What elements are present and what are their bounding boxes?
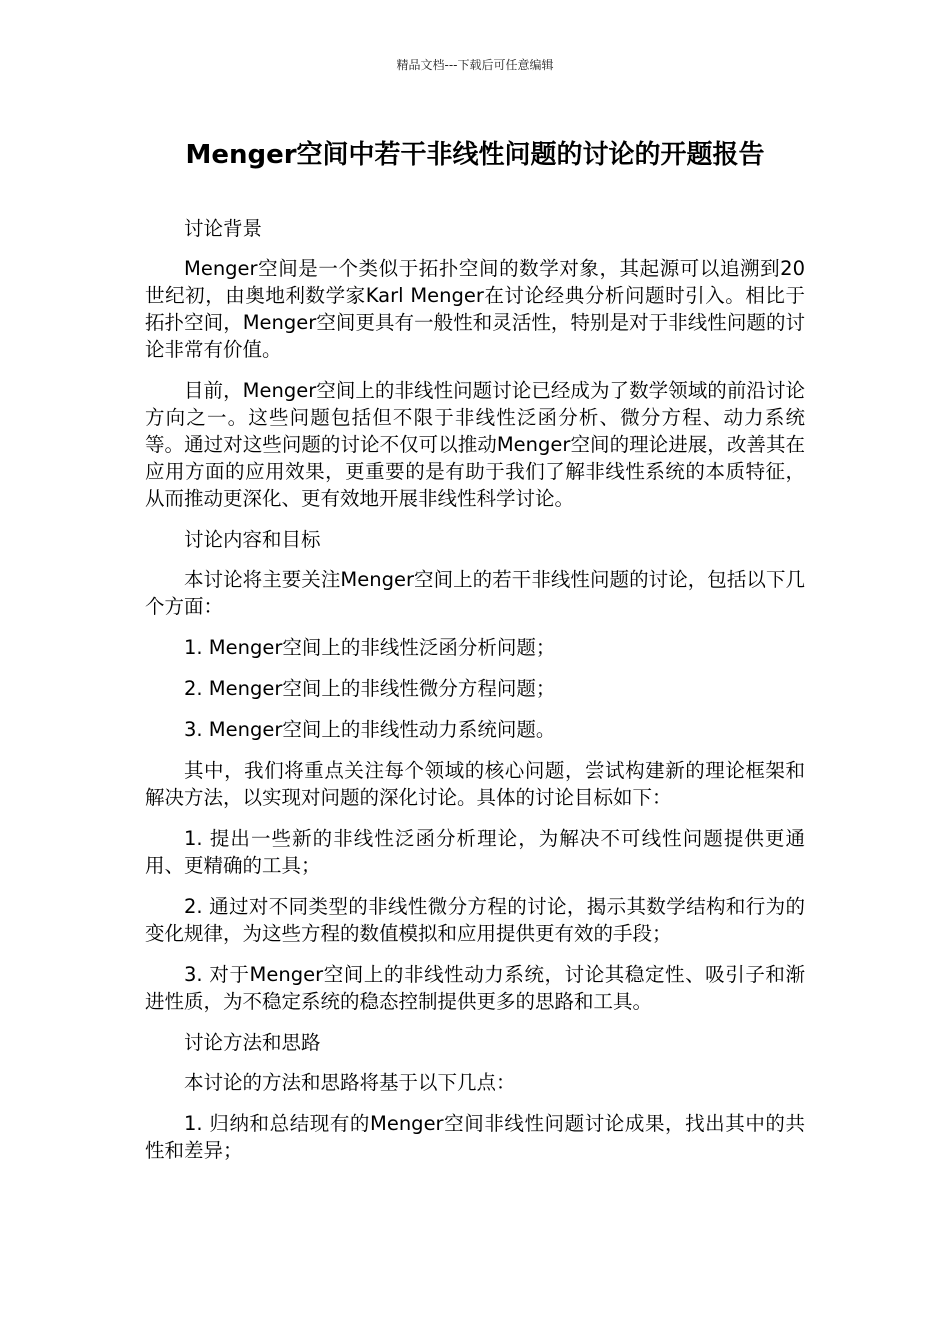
list-item: 1. 提出一些新的非线性泛函分析理论，为解决不可线性问题提供更通用、更精确的工具； xyxy=(145,827,805,877)
paragraph: 本讨论的方法和思路将基于以下几点： xyxy=(184,1071,516,1094)
paragraph: Menger空间是一个类似于拓扑空间的数学对象，其起源可以追溯到20世纪初，由奥地利数学家Karl Menger在讨论经典分析问题时引入。相比于拓扑空间，Menger空间更具有一般性和灵活性，特别是对于非线性问题的讨论非常有价值。 xyxy=(145,257,805,361)
section-heading-background: 讨论背景 xyxy=(184,217,263,240)
list-item: 1. Menger空间上的非线性泛函分析问题； xyxy=(184,636,556,659)
list-item: 3. Menger空间上的非线性动力系统问题。 xyxy=(184,718,556,741)
list-item: 2. Menger空间上的非线性微分方程问题； xyxy=(184,677,556,700)
list-item: 3. 对于Menger空间上的非线性动力系统，讨论其稳定性、吸引子和渐进性质，为不稳定系统的稳态控制提供更多的思路和工具。 xyxy=(145,963,805,1013)
paragraph: 其中，我们将重点关注每个领域的核心问题，尝试构建新的理论框架和解决方法，以实现对问题的深化讨论。具体的讨论目标如下： xyxy=(145,759,805,809)
paragraph: 目前，Menger空间上的非线性问题讨论已经成为了数学领域的前沿讨论方向之一。这些问题包括但不限于非线性泛函分析、微分方程、动力系统等。通过对这些问题的讨论不仅可以推动Menger空间的理论进展，改善其在应用方面的应用效果，更重要的是有助于我们了解非线性系统的本质特征，从而推动更深化、更有效地开展非线性科学讨论。 xyxy=(145,379,805,510)
paragraph: 本讨论将主要关注Menger空间上的若干非线性问题的讨论，包括以下几个方面： xyxy=(145,568,805,618)
document-title: Menger空间中若干非线性问题的讨论的开题报告 xyxy=(185,140,765,170)
document-body xyxy=(145,215,805,1178)
list-item: 1. 归纳和总结现有的Menger空间非线性问题讨论成果，找出其中的共性和差异； xyxy=(145,1112,805,1162)
section-heading-content-goals: 讨论内容和目标 xyxy=(184,528,321,551)
header-note: 精品文档---下载后可任意编辑 xyxy=(396,58,554,72)
list-item: 2. 通过对不同类型的非线性微分方程的讨论，揭示其数学结构和行为的变化规律，为这些方程的数值模拟和应用提供更有效的手段； xyxy=(145,895,805,945)
section-heading-methods: 讨论方法和思路 xyxy=(184,1031,321,1054)
